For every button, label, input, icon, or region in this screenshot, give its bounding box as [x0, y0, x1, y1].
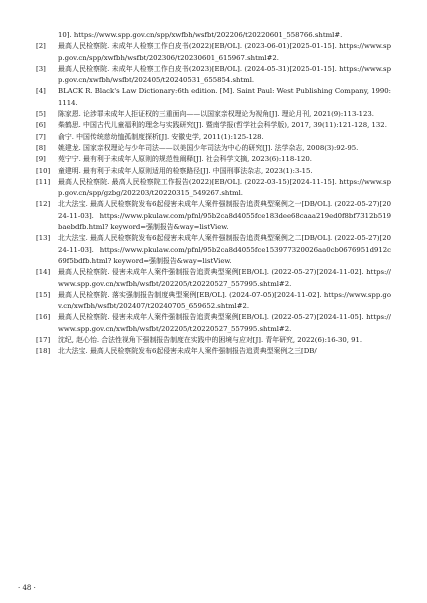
reference-text: 姚建龙. 国家亲权理论与少年司法——以美国少年司法为中心的研究[J]. 法学杂志, 2008(3):92-95.: [58, 143, 359, 152]
reference-number: [18]: [36, 347, 51, 356]
reference-item: [36, 41, 391, 64]
reference-number: [14]: [36, 268, 51, 277]
reference-number: [12]: [36, 200, 51, 209]
reference-item: [36, 109, 391, 120]
reference-item: [36, 267, 391, 290]
reference-item: [36, 143, 391, 154]
reference-number: [17]: [36, 336, 51, 345]
reference-number: [7]: [36, 132, 46, 141]
reference-item: [36, 166, 391, 177]
reference-text: 最高人民检察院. 最高人民检察院工作报告(2022)[EB/OL]. (2022-03-15)[2024-11-15]. https://www.spp.gov.cn/spp/gzbg/202203/t20220315_549267.shtml.: [58, 177, 391, 198]
reference-text: 柴鹤思. 中国古代儿童福利的理念与实践研究[J]. 暨南学报(哲学社会科学版), 2017, 39(11):121-128, 132.: [58, 121, 387, 130]
reference-item: [36, 120, 391, 131]
reference-number: [3]: [36, 64, 46, 73]
reference-number: [8]: [36, 143, 46, 152]
reference-number: [13]: [36, 234, 51, 243]
reference-text: 最高人民检察院. 落实强制报告制度典型案例[EB/OL]. (2024-07-05)[2024-11-02]. https://www.spp.gov.cn/xwfbh/wsfbt/202407/t20240705_659652.shtml#2.: [58, 290, 391, 311]
reference-number: [15]: [36, 290, 51, 299]
reference-item: [36, 86, 391, 109]
reference-number: [6]: [36, 121, 46, 130]
reference-text: 童建明. 最有利于未成年人原则适用的检察路径[J]. 中国刑事法杂志, 2023(1):3-15.: [58, 166, 313, 175]
reference-item: [36, 290, 391, 313]
reference-item: [36, 233, 391, 267]
reference-text: 俞宁. 中国传统慈幼恤孤制度探析[J]. 安徽史学, 2011(1):125-128.: [58, 132, 264, 141]
reference-number: [2]: [36, 42, 46, 51]
reference-number: [4]: [36, 87, 46, 96]
reference-text: 最高人民检察院. 未成年人检察工作白皮书(2023)[EB/OL]. (2024-05-31)[2025-01-15]. https://www.spp.gov.cn/xwfbh/wsfbt/202405/t20240531_655854.shtml.: [58, 64, 391, 85]
reference-item: [36, 335, 391, 346]
reference-item: [36, 30, 391, 41]
reference-text: 沈纪, 赵心怡. 合法性视角下强制报告制度在实践中的困境与应对[J]. 青年研究, 2022(6):16-30, 91.: [58, 336, 363, 345]
reference-text: 北大法宝. 最高人民检察院发布6起侵害未成年人案件强制报告追责典型案例之三[DB/: [58, 347, 317, 356]
reference-text: 北大法宝. 最高人民检察院发布6起侵害未成年人案件强制报告追责典型案例之一[DB/OL]. (2022-05-27)[2024-11-03]. https://www.pkulaw.com/pfnl/95b2ca8d4055fce183dee68caaa219ed0f8bf7312b519baebdfb.html? keyword=强制报告&way=listView.: [58, 200, 391, 232]
reference-text: 北大法宝. 最高人民检察院发布6起侵害未成年人案件强制报告追责典型案例之二[DB/OL]. (2022-05-27)[2024-11-03]. https://www.pkulaw.com/pfnl/95b2ca8d4055fce153977320026aa0cb0676951d912c69f5bdfb.html? keyword=强制报告&way=listView.: [58, 234, 391, 265]
reference-text: 最高人民检察院. 侵害未成年人案件强制报告追责典型案例[EB/OL]. (2022-05-27)[2024-11-02]. https://www.spp.gov.cn/xwfbh/wsfbt/202205/t20220527_557995.shtml#2.: [58, 268, 391, 288]
reference-number: [16]: [36, 313, 51, 322]
reference-number: [10]: [36, 166, 51, 175]
reference-text: 最高人民检察院. 未成年人检察工作白皮书(2022)[EB/OL]. (2023-06-01)[2025-01-15]. https://www.spp.gov.cn/spp/xwfbh/wsfbt/202306/t20230601_615967.shtml#2.: [58, 42, 391, 62]
reference-text: 最高人民检察院. 侵害未成年人案件强制报告追责典型案例[EB/OL]. (2022-05-27)[2024-11-05]. https://www.spp.gov.cn/xwfbh/wsfbt/202205/t20220527_557995.shtml#2.: [58, 313, 391, 333]
reference-text: 苑宁宁. 最有利于未成年人原则的规范性阐释[J]. 社会科学文摘, 2023(6):118-120.: [58, 155, 312, 164]
page-number: · 48 ·: [18, 584, 36, 592]
reference-number: [5]: [36, 110, 46, 119]
reference-text: 陈家恩. 论涉罪未成年人拒证权的三重面向——以国家亲权理论为视角[J]. 理论月刊, 2021(9):113-123.: [58, 110, 375, 119]
reference-list: [36, 30, 391, 358]
reference-item: [36, 346, 391, 357]
reference-text: 10]. https://www.spp.gov.cn/spp/xwfbh/wsfbt/202206/t20220601_558766.shtml#.: [58, 31, 343, 39]
reference-text: BLACK R. Black's Law Dictionary:6th edition. [M]. Saint Paul: West Publishing Company, 1990:1114.: [58, 87, 391, 107]
reference-item: [36, 312, 391, 335]
reference-item: [36, 199, 391, 233]
reference-item: [36, 154, 391, 165]
reference-item: [36, 177, 391, 200]
reference-item: [36, 132, 391, 143]
reference-number: [11]: [36, 177, 51, 186]
reference-item: [36, 64, 391, 87]
reference-number: [9]: [36, 155, 46, 164]
